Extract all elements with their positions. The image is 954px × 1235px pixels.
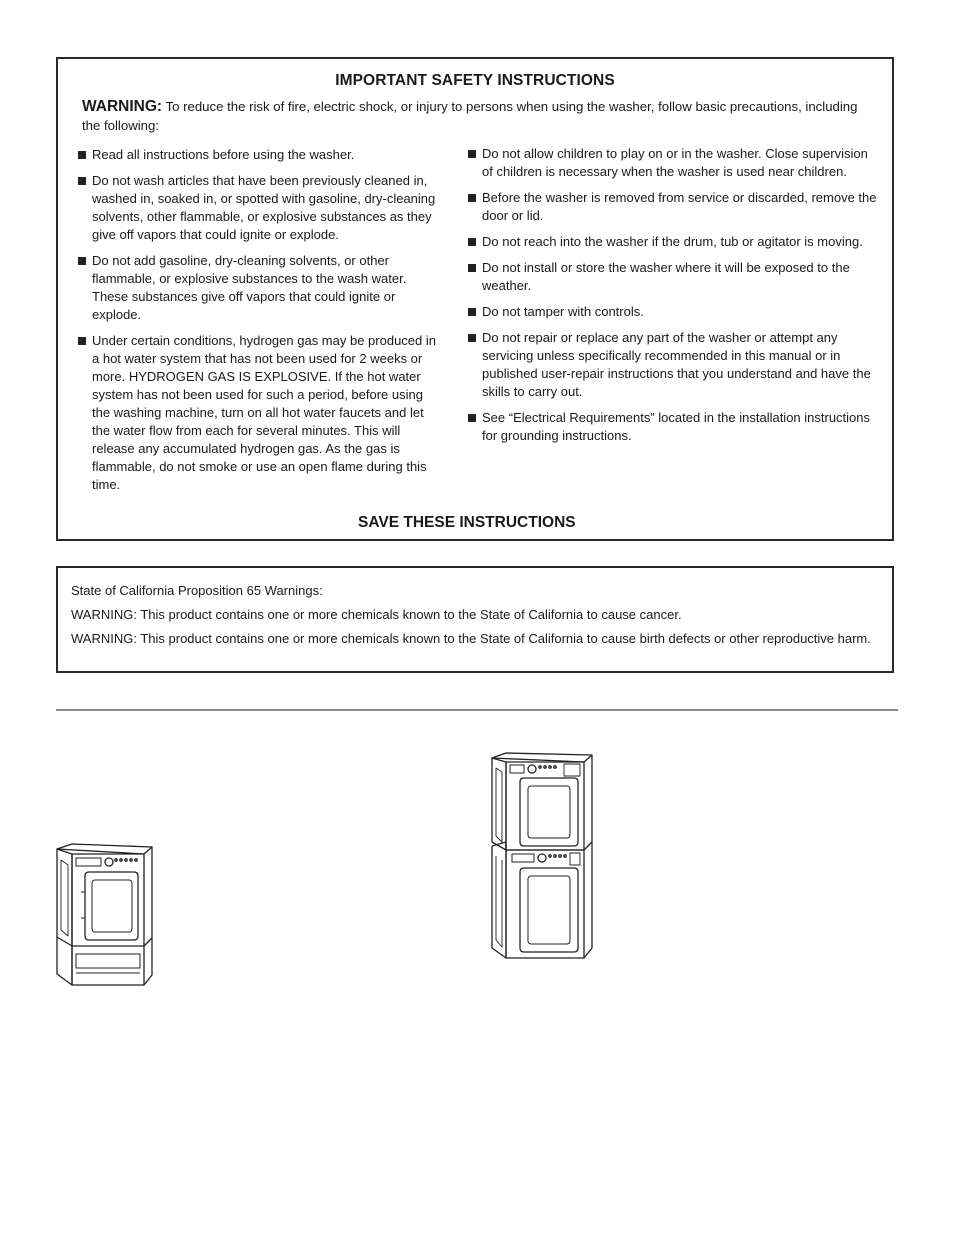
left-instruction-list bbox=[78, 146, 440, 502]
safety-title: IMPORTANT SAFETY INSTRUCTIONS bbox=[335, 72, 615, 89]
square-bullet-icon bbox=[468, 238, 476, 246]
instruction-text: Do not tamper with controls. bbox=[482, 304, 644, 319]
instruction-text: Do not allow children to play on or in the washer. Close supervision of children is necessary when the washer is used near children. bbox=[482, 146, 868, 179]
warning-intro bbox=[82, 97, 872, 135]
instruction-text: Do not repair or replace any part of the washer or attempt any servicing unless specifically recommended in this manual or in published user-repair instructions that you understand and have the skills to carry out. bbox=[482, 330, 871, 399]
prop65-heading: State of California Proposition 65 Warnings: bbox=[71, 583, 323, 598]
right-instruction-list bbox=[468, 145, 880, 453]
square-bullet-icon bbox=[468, 334, 476, 342]
instruction-text: Read all instructions before using the washer. bbox=[92, 147, 355, 162]
list-item bbox=[78, 252, 440, 324]
square-bullet-icon bbox=[468, 414, 476, 422]
section-divider bbox=[56, 709, 898, 711]
square-bullet-icon bbox=[468, 194, 476, 202]
list-item bbox=[78, 146, 440, 164]
instruction-text: Under certain conditions, hydrogen gas may be produced in a hot water system that has not been used for 2 weeks or more. HYDROGEN GAS IS EXPLOSIVE. If the hot water system has not been used for such a period, before using the washing machine, turn on all hot water faucets and let the water flow from each for several minutes. This will release any accumulated hydrogen gas. As the gas is flammable, do not smoke or use an open flame during this time. bbox=[92, 333, 436, 492]
warning-label: WARNING: bbox=[82, 98, 163, 115]
square-bullet-icon bbox=[78, 257, 86, 265]
washer-on-pedestal-illustration bbox=[52, 842, 162, 990]
warning-text: To reduce the risk of fire, electric shock, or injury to persons when using the washer, follow basic precautions, including the following: bbox=[82, 99, 858, 133]
instruction-text: Do not wash articles that have been previously cleaned in, washed in, soaked in, or spotted with gasoline, dry-cleaning solvents, other flammable, or explosive substances as they give off vapors that could ignite or explode. bbox=[92, 173, 436, 242]
instruction-text: Before the washer is removed from service or discarded, remove the door or lid. bbox=[482, 190, 877, 223]
safety-instructions-box bbox=[56, 57, 894, 541]
square-bullet-icon bbox=[78, 177, 86, 185]
prop65-warning-birth-defects: WARNING: This product contains one or more chemicals known to the State of California to cause birth defects or other reproductive harm. bbox=[71, 631, 871, 646]
stacked-washer-dryer-illustration bbox=[488, 750, 600, 962]
list-item bbox=[468, 409, 880, 445]
list-item bbox=[78, 172, 440, 244]
square-bullet-icon bbox=[468, 150, 476, 158]
prop65-warning-cancer: WARNING: This product contains one or more chemicals known to the State of California to cause cancer. bbox=[71, 607, 682, 622]
list-item bbox=[468, 233, 880, 251]
prop65-warning-box bbox=[56, 566, 894, 673]
list-item bbox=[468, 303, 880, 321]
instruction-text: Do not reach into the washer if the drum, tub or agitator is moving. bbox=[482, 234, 863, 249]
square-bullet-icon bbox=[468, 308, 476, 316]
square-bullet-icon bbox=[468, 264, 476, 272]
instruction-text: Do not add gasoline, dry-cleaning solvents, or other flammable, or explosive substances to the wash water. These substances give off vapors that could ignite or explode. bbox=[92, 253, 407, 322]
square-bullet-icon bbox=[78, 337, 86, 345]
save-instructions-title: SAVE THESE INSTRUCTIONS bbox=[358, 514, 576, 531]
list-item bbox=[468, 189, 880, 225]
instruction-text: Do not install or store the washer where it will be exposed to the weather. bbox=[482, 260, 850, 293]
instruction-text: See “Electrical Requirements” located in the installation instructions for grounding instructions. bbox=[482, 410, 871, 443]
list-item bbox=[468, 329, 880, 401]
square-bullet-icon bbox=[78, 151, 86, 159]
list-item bbox=[468, 259, 880, 295]
list-item bbox=[468, 145, 880, 181]
list-item bbox=[78, 332, 440, 494]
